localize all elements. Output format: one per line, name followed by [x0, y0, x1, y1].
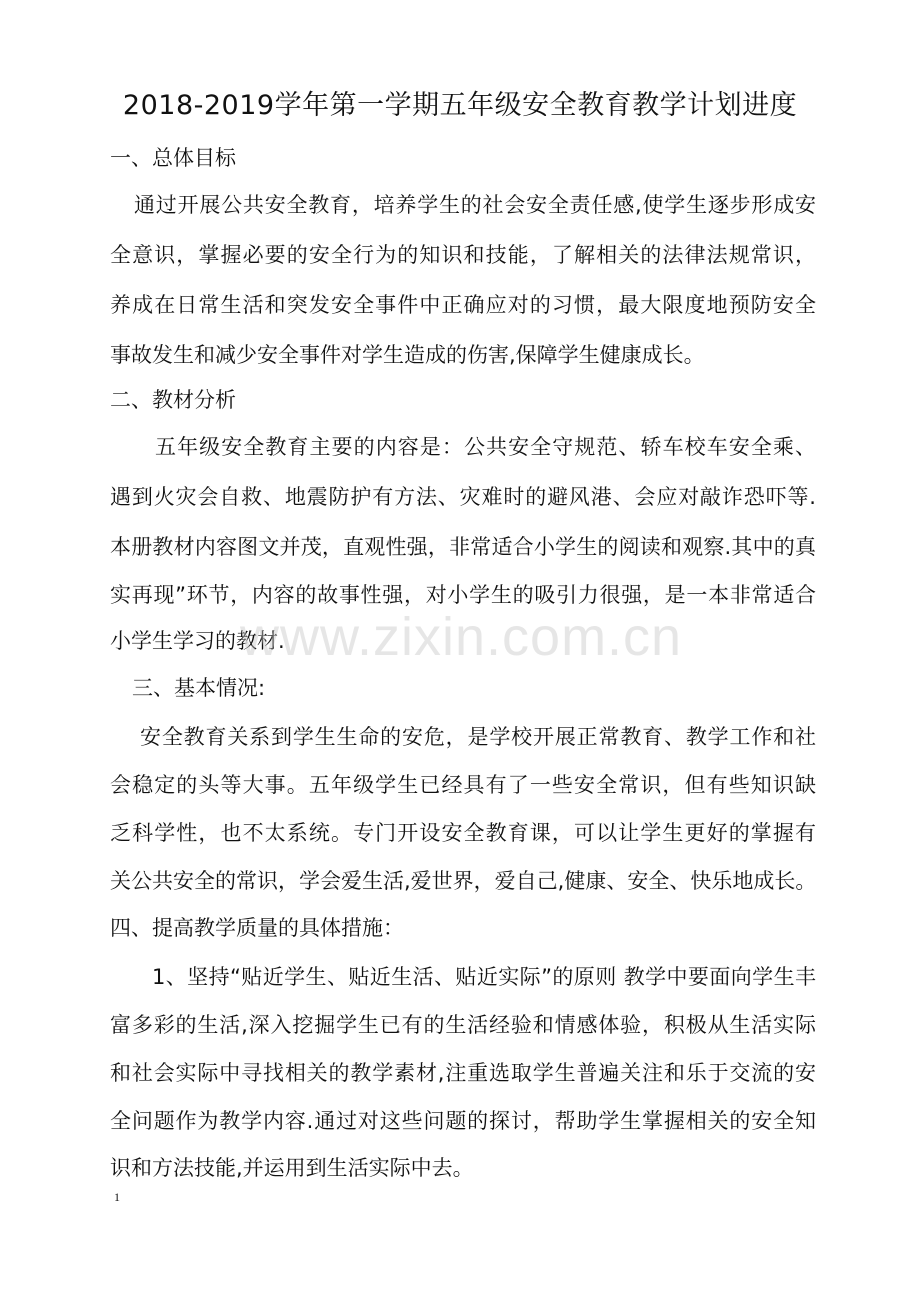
section-heading-materials: 二、教材分析 [110, 388, 236, 412]
paragraph-line: 小学生学习的教材. [110, 629, 285, 653]
watermark-text: www.zixin.com.cn [240, 607, 683, 667]
paragraph-line: 1、坚持“贴近学生、贴近生活、贴近实际”的原则 教学中要面向学生丰 [152, 965, 816, 989]
paragraph-line: 养成在日常生活和突发安全事件中正确应对的习惯，最大限度地预防安全 [110, 293, 816, 317]
paragraph-line: 富多彩的生活,深入挖掘学生已有的生活经验和情感体验，积极从生活实际 [110, 1013, 816, 1037]
paragraph-line: 全意识，掌握必要的安全行为的知识和技能，了解相关的法律法规常识， [110, 243, 816, 267]
page-number: 1 [114, 1190, 120, 1204]
paragraph-line: 通过开展公共安全教育，培养学生的社会安全责任感,使学生逐步形成安 [134, 193, 816, 217]
paragraph-line: 遇到火灾会自救、地震防护有方法、灾难时的避风港、会应对敲诈恐吓等. [110, 485, 816, 509]
section-heading-situation: 三、基本情况: [132, 676, 266, 700]
paragraph-line: 安全教育关系到学生生命的安危，是学校开展正常教育、教学工作和社 [140, 725, 816, 749]
paragraph-line: 全问题作为教学内容.通过对这些问题的探讨，帮助学生掌握相关的安全知 [110, 1109, 816, 1133]
document-title: 2018-2019学年第一学期五年级安全教育教学计划进度 [122, 90, 798, 121]
paragraph-line: 和社会实际中寻找相关的教学素材,注重选取学生普遍关注和乐于交流的安 [110, 1061, 816, 1085]
section-heading-goals: 一、总体目标 [110, 146, 236, 170]
paragraph-line: 五年级安全教育主要的内容是：公共安全守规范、轿车校车安全乘、 [155, 435, 816, 459]
section-heading-measures: 四、提高教学质量的具体措施： [110, 916, 404, 940]
paragraph-line: 本册教材内容图文并茂，直观性强，非常适合小学生的阅读和观察.其中的真 [110, 535, 816, 559]
paragraph-line: 实再现”环节，内容的故事性强，对小学生的吸引力很强，是一本非常适合 [110, 583, 816, 607]
paragraph-line: 事故发生和减少安全事件对学生造成的伤害,保障学生健康成长。 [110, 343, 705, 367]
paragraph-line: 乏科学性，也不太系统。专门开设安全教育课，可以让学生更好的掌握有 [110, 821, 816, 845]
paragraph-line: 关公共安全的常识，学会爱生活,爱世界，爱自己,健康、安全、快乐地成长。 [110, 869, 817, 893]
paragraph-line: 识和方法技能,并运用到生活实际中去。 [110, 1156, 474, 1180]
paragraph-line: 会稳定的头等大事。五年级学生已经具有了一些安全常识，但有些知识缺 [110, 773, 816, 797]
